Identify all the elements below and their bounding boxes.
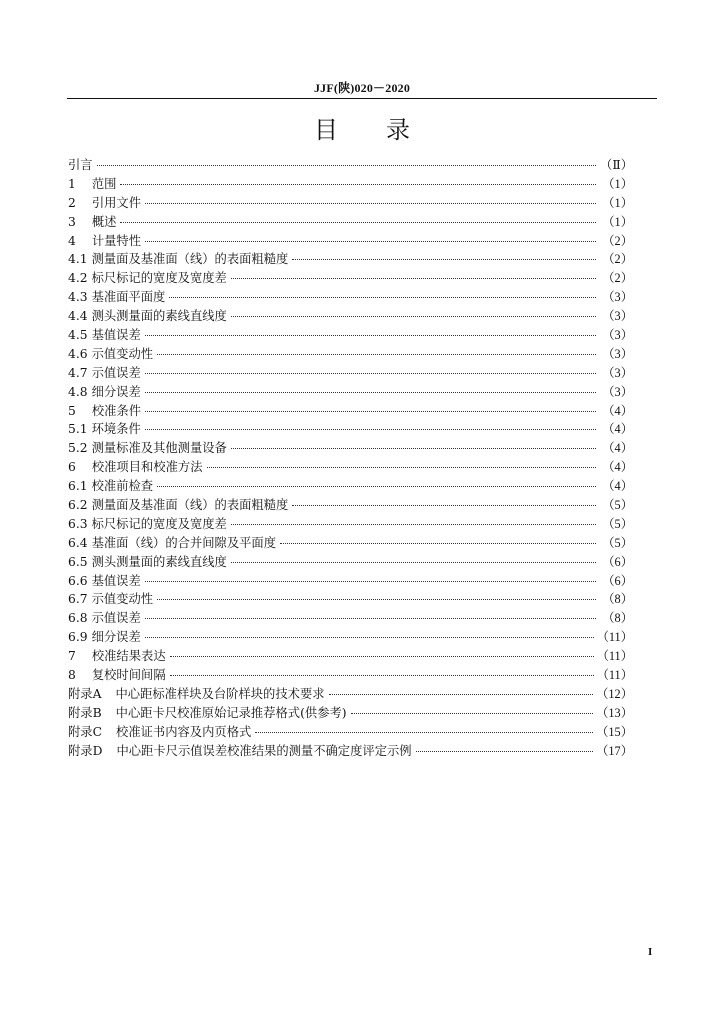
toc-entry[interactable]	[68, 553, 633, 572]
toc-entry-title: 基值误差	[91, 328, 141, 343]
toc-entry[interactable]	[68, 213, 633, 232]
toc-entry-title: 基值误差	[91, 573, 141, 588]
toc-entry-label	[68, 515, 228, 534]
toc-entry-number: 4.8	[68, 384, 88, 399]
toc-entry-number: 6.5	[68, 554, 88, 569]
toc-entry-label	[68, 364, 142, 383]
toc-entry-title: 校准结果表达	[91, 649, 166, 664]
toc-entry-page: （4）	[602, 403, 633, 418]
toc-leader-dots	[157, 486, 596, 487]
toc-entry-page: （4）	[602, 441, 633, 456]
toc-leader-dots	[292, 259, 596, 260]
toc-entry-page: （3）	[602, 328, 633, 343]
toc-entry-title: 中心距卡尺校准原始记录推荐格式(供参考)	[115, 705, 347, 720]
toc-entry-page: （13）	[596, 705, 633, 720]
toc-entry-title: 校准证书内容及内页格式	[116, 724, 252, 739]
toc-entry-label	[68, 439, 228, 458]
page-number: I	[648, 946, 653, 958]
toc-leader-dots	[145, 203, 596, 204]
toc-entry-page: （5）	[602, 516, 633, 531]
toc-entry-label	[68, 647, 167, 666]
toc-entry-title: 测头测量面的素线直线度	[91, 309, 227, 324]
toc-entry-title: 环境条件	[91, 422, 141, 437]
toc-leader-dots	[231, 524, 596, 525]
toc-entry-page: （1）	[602, 214, 633, 229]
toc-entry[interactable]	[68, 704, 633, 723]
toc-entry-page: （2）	[602, 271, 633, 286]
toc-entry[interactable]	[68, 250, 633, 269]
toc-leader-dots	[145, 637, 594, 638]
toc-entry-label	[68, 553, 228, 572]
toc-entry-number: 6.3	[68, 516, 88, 531]
toc-entry-title: 示值误差	[91, 611, 141, 626]
toc-entry[interactable]	[68, 156, 633, 175]
toc-leader-dots	[145, 392, 596, 393]
toc-entry-title: 测头测量面的素线直线度	[91, 554, 227, 569]
toc-entry-title: 校准前检查	[91, 479, 154, 494]
toc-entry-title: 标尺标记的宽度及宽度差	[91, 516, 227, 531]
toc-entry-number: 5	[68, 403, 76, 418]
toc-leader-dots	[231, 316, 596, 317]
toc-leader-dots	[280, 543, 596, 544]
toc-entry-label	[68, 496, 289, 515]
toc-entry-title: 示值误差	[91, 365, 141, 380]
toc-leader-dots	[145, 581, 596, 582]
toc-entry-number: 6.6	[68, 573, 88, 588]
toc-entry[interactable]	[68, 288, 633, 307]
toc-entry-number: 4.5	[68, 328, 88, 343]
toc-entry-title: 中心距卡尺示值误差校准结果的测量不确定度评定示例	[116, 743, 412, 758]
toc-entry-label	[68, 213, 117, 232]
toc-entry-title: 复校时间间隔	[91, 668, 166, 683]
toc-entry[interactable]	[68, 269, 633, 288]
toc-entry-page: （1）	[602, 176, 633, 191]
toc-entry[interactable]	[68, 458, 633, 477]
toc-entry-label	[68, 194, 142, 213]
toc-entry-number: 4	[68, 233, 76, 248]
toc-entry-label	[68, 723, 252, 742]
toc-entry-title: 基准面平面度	[91, 290, 166, 305]
toc-leader-dots	[145, 373, 596, 374]
toc-entry-title: 细分误差	[91, 384, 141, 399]
toc-entry-label	[68, 250, 289, 269]
toc-entry-page: （3）	[602, 384, 633, 399]
toc-leader-dots	[231, 562, 596, 563]
toc-leader-dots	[145, 411, 596, 412]
toc-entry-number: 5.1	[68, 422, 88, 437]
toc-leader-dots	[329, 694, 594, 695]
toc-entry[interactable]	[68, 572, 633, 591]
toc-entry-page: （6）	[602, 573, 633, 588]
toc-entry-title: 测量面及基准面（线）的表面粗糙度	[91, 498, 289, 513]
toc-entry-number: 附录A	[68, 686, 102, 701]
toc-entry-number: 附录B	[68, 705, 102, 720]
toc-entry[interactable]	[68, 666, 633, 685]
toc-entry-page: （8）	[602, 611, 633, 626]
document-code: JJF(陕)020－2020	[313, 81, 411, 95]
toc-entry[interactable]	[68, 232, 633, 251]
toc-entry[interactable]	[68, 477, 633, 496]
toc-entry-page: （11）	[596, 668, 633, 683]
toc-entry-page: （11）	[596, 649, 633, 664]
toc-entry-label	[68, 572, 142, 591]
toc-entry-number: 8	[68, 668, 76, 683]
toc-entry-number: 4.4	[68, 309, 88, 324]
toc-entry-number: 5.2	[68, 441, 88, 456]
toc-entry-title: 校准条件	[91, 403, 142, 418]
toc-entry-title: 范围	[91, 176, 117, 191]
toc-leader-dots	[255, 732, 593, 733]
toc-entry-label	[68, 477, 154, 496]
toc-entry[interactable]	[68, 326, 633, 345]
page-title: 目录	[314, 116, 458, 144]
toc-entry[interactable]	[68, 420, 633, 439]
toc-entry[interactable]	[68, 439, 633, 458]
toc-entry-page: （2）	[602, 252, 633, 267]
toc-entry-number: 4.3	[68, 290, 88, 305]
toc-entry-number: 6.2	[68, 498, 88, 513]
toc-entry-title: 测量面及基准面（线）的表面粗糙度	[91, 252, 289, 267]
toc-entry-page: （4）	[602, 479, 633, 494]
toc-entry-label	[68, 156, 94, 175]
toc-entry-page: （4）	[602, 460, 633, 475]
toc-entry-number: 3	[68, 214, 76, 229]
toc-leader-dots	[157, 599, 596, 600]
toc-leader-dots	[157, 354, 596, 355]
toc-entry-title: 校准项目和校准方法	[91, 460, 203, 475]
toc-entry-label	[68, 269, 228, 288]
toc-entry[interactable]	[68, 515, 633, 534]
toc-entry-title: 标尺标记的宽度及宽度差	[91, 271, 227, 286]
toc-entry[interactable]	[68, 345, 633, 364]
toc-entry-label	[68, 534, 277, 553]
toc-leader-dots	[120, 184, 596, 185]
toc-entry-title: 细分误差	[91, 630, 141, 645]
toc-entry-label	[68, 666, 167, 685]
toc-entry[interactable]	[68, 496, 633, 515]
toc-entry-title: 引言	[68, 158, 93, 172]
toc-leader-dots	[351, 713, 594, 714]
toc-entry-page: （5）	[602, 498, 633, 513]
toc-entry-title: 测量标准及其他测量设备	[91, 441, 227, 456]
toc-entry-label	[68, 609, 142, 628]
toc-entry-label	[68, 232, 142, 251]
toc-entry-label	[68, 345, 154, 364]
toc-leader-dots	[97, 165, 596, 166]
toc-leader-dots	[145, 429, 596, 430]
toc-entry-title: 基准面（线）的合并间隙及平面度	[91, 535, 277, 550]
toc-entry-label	[68, 628, 142, 647]
toc-entry-number: 7	[68, 649, 76, 664]
toc-leader-dots	[292, 505, 596, 506]
toc-entry-title: 中心距标准样块及台阶样块的技术要求	[115, 686, 325, 701]
toc-entry[interactable]	[68, 194, 633, 213]
toc-entry-label	[68, 685, 326, 704]
toc-entry[interactable]	[68, 175, 633, 194]
toc-entry[interactable]	[68, 647, 633, 666]
toc-entry[interactable]	[68, 723, 633, 742]
toc-entry[interactable]	[68, 402, 633, 421]
toc-entry-number: 附录D	[68, 743, 103, 758]
toc-entry-label	[68, 326, 142, 345]
toc-entry-number: 4.1	[68, 252, 88, 267]
toc-entry-title: 示值变动性	[91, 592, 154, 607]
toc-entry-number: 4.6	[68, 346, 88, 361]
toc-entry-page: （15）	[596, 724, 633, 739]
toc-entry[interactable]	[68, 383, 633, 402]
toc-entry-number: 6.8	[68, 611, 88, 626]
toc-entry-page: （2）	[602, 233, 633, 248]
toc-entry-page: （12）	[596, 686, 633, 701]
toc-entry-title: 概述	[91, 214, 117, 229]
toc-entry-number: 1	[68, 176, 76, 191]
toc-entry-label	[68, 175, 117, 194]
toc-entry[interactable]	[68, 742, 633, 761]
toc-entry-number: 4.7	[68, 365, 88, 380]
header-divider	[67, 98, 657, 99]
toc-entry-page: （3）	[602, 365, 633, 380]
toc-entry[interactable]	[68, 364, 633, 383]
toc-entry-page: （17）	[596, 743, 633, 758]
toc-entry-number: 附录C	[68, 724, 103, 739]
toc-entry-label	[68, 742, 413, 761]
toc-leader-dots	[120, 222, 596, 223]
toc-entry-number: 2	[68, 195, 76, 210]
toc-entry-number: 6.1	[68, 479, 88, 494]
toc-entry-page: （3）	[602, 290, 633, 305]
toc-leader-dots	[416, 751, 594, 752]
toc-leader-dots	[169, 297, 596, 298]
toc-entry-page: （3）	[602, 346, 633, 361]
toc-leader-dots	[231, 448, 596, 449]
toc-leader-dots	[145, 618, 596, 619]
toc-entry-label	[68, 307, 228, 326]
toc-entry-page: （8）	[602, 592, 633, 607]
toc-entry-label	[68, 383, 142, 402]
toc-entry-page: （3）	[602, 309, 633, 324]
toc-entry-label	[68, 420, 142, 439]
toc-leader-dots	[145, 335, 596, 336]
toc-entry-number: 6.9	[68, 630, 88, 645]
toc-entry-number: 6.7	[68, 592, 88, 607]
toc-entry-page: （6）	[602, 554, 633, 569]
toc-entry-label	[68, 402, 142, 421]
toc-entry-title: 计量特性	[91, 233, 142, 248]
toc-entry-label	[68, 704, 348, 723]
toc-entry-number: 6	[68, 460, 76, 475]
toc-entry-label	[68, 590, 154, 609]
toc-entry-number: 6.4	[68, 535, 88, 550]
toc-entry[interactable]	[68, 685, 633, 704]
toc-entry-title: 引用文件	[91, 195, 142, 210]
toc-entry[interactable]	[68, 534, 633, 553]
toc-entry[interactable]	[68, 307, 633, 326]
toc-entry-title: 示值变动性	[91, 346, 154, 361]
toc-leader-dots	[207, 467, 596, 468]
toc-entry-page: （11）	[596, 630, 633, 645]
toc-entry-page: （1）	[602, 195, 633, 210]
toc-leader-dots	[145, 241, 596, 242]
toc-entry-label	[68, 288, 166, 307]
toc-entry[interactable]	[68, 628, 633, 647]
toc-leader-dots	[170, 656, 594, 657]
toc-leader-dots	[170, 675, 594, 676]
toc-entry-label	[68, 458, 204, 477]
toc-entry-page: （5）	[602, 535, 633, 550]
toc-leader-dots	[231, 278, 596, 279]
toc-entry-page: （4）	[602, 422, 633, 437]
toc-entry-page: （Ⅱ）	[600, 158, 633, 172]
toc-entry-number: 4.2	[68, 271, 88, 286]
toc-entry[interactable]	[68, 609, 633, 628]
table-of-contents	[68, 156, 633, 761]
toc-entry[interactable]	[68, 590, 633, 609]
